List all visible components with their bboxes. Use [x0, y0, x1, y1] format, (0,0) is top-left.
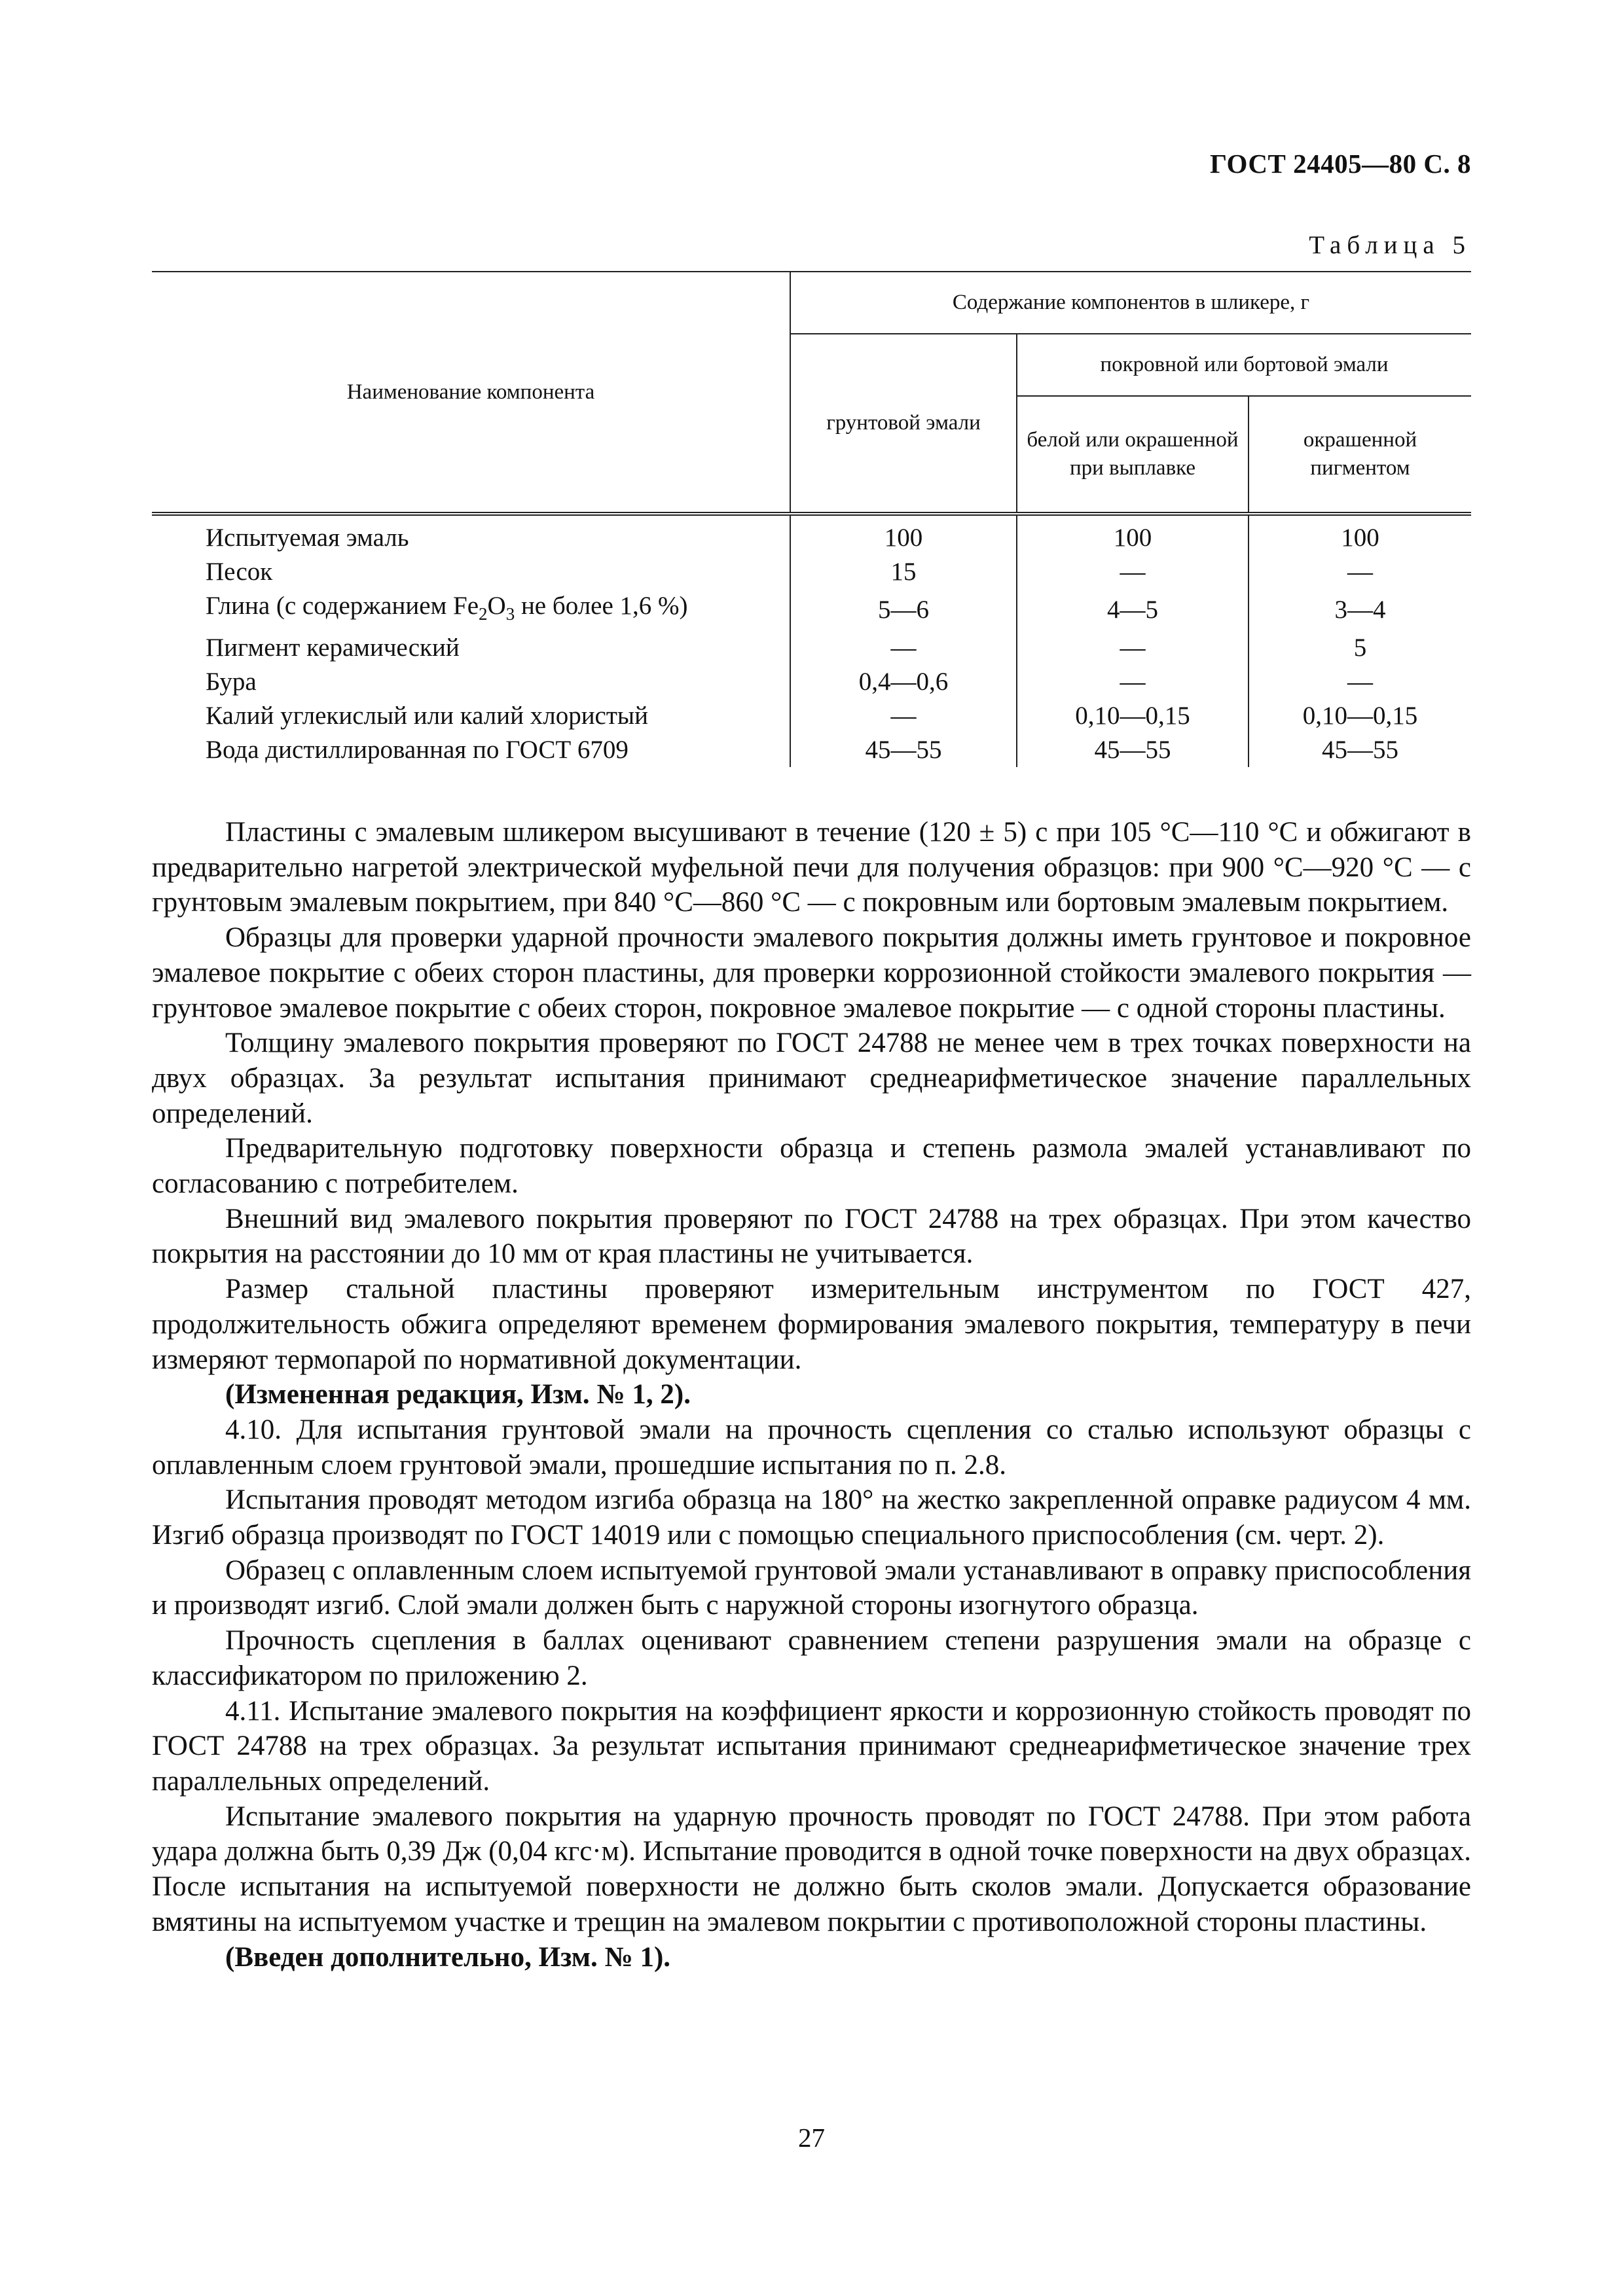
amendment-note: (Измененная редакция, Изм. № 1, 2). — [225, 1379, 691, 1410]
paragraph: Образцы для проверки ударной прочности эмалевого покрытия должны иметь грунтовое и покровное эмалевое покрытие с обеих сторон пластины, для проверки коррозионной стойкости эмалевого покрытия — грунтовое эмалевое покрытие с обеих сторон, покровное эмалевое покрытие — с одной стороны пластины. — [152, 922, 1471, 1024]
paragraph: Испытание эмалевого покрытия на ударную прочность проводят по ГОСТ 24788. При этом работа удара должна быть 0,39 Дж (0,04 кгс·м). Испытание проводится в одной точке поверхности на двух образцах. После испытания на испытуемой поверхности не должно быть сколов эмали. Допускается образование вмятины на испытуемом участке и трещин на эмалевом покрытии с противоположной стороны пластины. — [152, 1801, 1471, 1937]
table-row — [152, 514, 1471, 555]
white-value: 45—55 — [1017, 733, 1249, 767]
paragraph: Прочность сцепления в баллах оценивают сравнением степени разрушения эмали на образце с классификатором по приложению 2. — [152, 1625, 1471, 1691]
paragraph: Внешний вид эмалевого покрытия проверяют по ГОСТ 24788 на трех образцах. При этом качество покрытия на расстоянии до 10 мм от края пластины не учитывается. — [152, 1203, 1471, 1270]
col-header-content: Содержание компонентов в шликере, г — [790, 272, 1471, 334]
col-header-component: Наименование компонента — [152, 272, 790, 514]
pigment-value: 100 — [1249, 514, 1471, 555]
paragraph: 4.10. Для испытания грунтовой эмали на прочность сцепления со сталью используют образцы с оплавленным слоем грунтовой эмали, прошедшие испытания по п. 2.8. — [152, 1414, 1471, 1480]
white-value: — — [1017, 631, 1249, 665]
table-row — [152, 555, 1471, 589]
component-name: Испытуемая эмаль — [206, 524, 409, 552]
component-name: Пигмент керамический — [206, 633, 460, 662]
ground-value: 100 — [790, 514, 1017, 555]
component-name: Песок — [206, 558, 273, 586]
ground-value: 5—6 — [790, 589, 1017, 631]
ground-value: 45—55 — [790, 733, 1017, 767]
pigment-value: — — [1249, 665, 1471, 699]
white-value: — — [1017, 665, 1249, 699]
col-header-cover-enamel: покровной или бортовой эмали — [1017, 334, 1471, 396]
ground-value: — — [790, 631, 1017, 665]
pigment-value: 5 — [1249, 631, 1471, 665]
ground-value: 15 — [790, 555, 1017, 589]
page-number: 27 — [798, 2123, 825, 2153]
paragraph: 4.11. Испытание эмалевого покрытия на коэффициент яркости и коррозионную стойкость проводят по ГОСТ 24788 на трех образцах. За результат испытания принимают среднеарифметическое значение трех параллельных определений. — [152, 1695, 1471, 1797]
amendment-note: (Введен дополнительно, Изм. № 1). — [225, 1941, 671, 1973]
paragraph: Образец с оплавленным слоем испытуемой грунтовой эмали устанавливают в оправку приспособления и производят изгиб. Слой эмали должен быть с наружной стороны изогнутого образца. — [152, 1554, 1471, 1621]
white-value: 4—5 — [1017, 589, 1249, 631]
component-name: Бура — [206, 667, 257, 696]
pigment-value: 45—55 — [1249, 733, 1471, 767]
white-value: 0,10—0,15 — [1017, 699, 1249, 733]
document-header: ГОСТ 24405—80 С. 8 — [1209, 149, 1471, 179]
table-row — [152, 733, 1471, 767]
body-text — [152, 815, 1471, 1975]
ground-value: 0,4—0,6 — [790, 665, 1017, 699]
paragraph: Предварительную подготовку поверхности образца и степень размола эмалей устанавливают по согласованию с потребителем. — [152, 1133, 1471, 1200]
component-name: Вода дистиллированная по ГОСТ 6709 — [206, 735, 629, 764]
white-value: — — [1017, 555, 1249, 589]
component-name: Глина (с содержанием $Fe_2O_3$ не более 1,6 %) — [206, 592, 688, 624]
paragraph: Размер стальной пластины проверяют измерительным инструментом по ГОСТ 427, продолжительность обжига определяют временем формирования эмалевого покрытия, температуру в печи измеряют термопарой по нормативной документации. — [152, 1274, 1471, 1375]
col-header-ground-enamel: грунтовой эмали — [790, 334, 1017, 514]
col-header-pigment-enamel: окрашенной пигментом — [1249, 396, 1471, 514]
paragraph: Испытания проводят методом изгиба образца на 180° на жестко закрепленной оправке радиусом 4 мм. Изгиб образца производят по ГОСТ 14019 или с помощью специального приспособления (см. черт. 2). — [152, 1484, 1471, 1551]
table-row — [152, 589, 1471, 631]
table-row — [152, 631, 1471, 665]
components-table — [152, 271, 1471, 767]
paragraph: Пластины с эмалевым шликером высушивают в течение (120 ± 5) с при 105 °С—110 °С и обжигают в предварительно нагретой электрической муфельной печи для получения образцов: при 900 °С—920 °С — с грунтовым эмалевым покрытием, при 840 °С—860 °С — с покровным или бортовым эмалевым покрытием. — [152, 817, 1471, 918]
table-row — [152, 699, 1471, 733]
paragraph: Толщину эмалевого покрытия проверяют по ГОСТ 24788 не менее чем в трех точках поверхности на двух образцах. За результат испытания принимают среднеарифметическое значение параллельных определений. — [152, 1028, 1471, 1129]
pigment-value: — — [1249, 555, 1471, 589]
table-caption: Таблица 5 — [1309, 231, 1471, 259]
component-name: Калий углекислый или калий хлористый — [206, 701, 648, 730]
table-row — [152, 665, 1471, 699]
pigment-value: 3—4 — [1249, 589, 1471, 631]
pigment-value: 0,10—0,15 — [1249, 699, 1471, 733]
white-value: 100 — [1017, 514, 1249, 555]
col-header-white-enamel: белой или окрашенной при выплавке — [1017, 396, 1249, 514]
ground-value: — — [790, 699, 1017, 733]
